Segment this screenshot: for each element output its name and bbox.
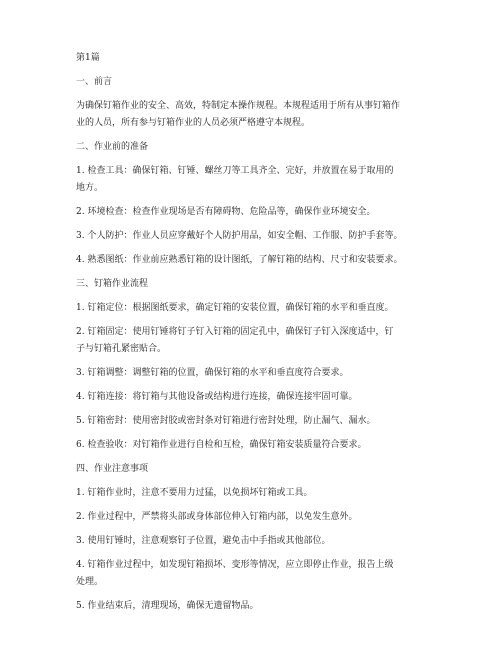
paragraph	[76, 365, 442, 382]
paragraph	[76, 598, 442, 615]
paragraph	[76, 324, 442, 358]
paragraph-line: 5. 作业结束后，清理现场，确保无遗留物品。	[76, 601, 259, 611]
paragraph	[76, 98, 442, 132]
paragraph-line: 6. 检查验收：对钉箱作业进行自检和互检，确保钉箱安装质量符合要求。	[76, 440, 367, 450]
paragraph-line: 2. 环境检查：检查作业现场是否有障碍物、危险品等，确保作业环境安全。	[76, 207, 376, 217]
paragraph-line: 地方。	[76, 183, 104, 193]
section-heading-text: 三、钉箱作业流程	[76, 279, 149, 289]
paragraph-line: 1. 检查工具：确保钉箱、钉锤、螺丝刀等工具齐全、完好，并放置在易于取用的	[76, 166, 394, 176]
paragraph	[76, 163, 442, 197]
paragraph-line: 为确保钉箱作业的安全、高效，特制定本操作规程。本规程适用于所有从事钉箱作	[76, 101, 401, 111]
paragraph	[76, 228, 442, 245]
paragraph	[76, 252, 442, 269]
paragraph	[76, 533, 442, 550]
section-heading	[76, 74, 442, 91]
paragraph	[76, 300, 442, 317]
paragraph	[76, 485, 442, 502]
section-heading-text: 一、前言	[76, 77, 113, 87]
paragraph-line: 4. 钉箱作业过程中，如发现钉箱损坏、变形等情况，应立即停止作业，报告上级	[76, 560, 394, 570]
paragraph	[76, 204, 442, 221]
paragraph-line: 3. 钉箱调整：调整钉箱的位置，确保钉箱的水平和垂直度符合要求。	[76, 368, 349, 378]
paragraph-line: 业的人员，所有参与钉箱作业的人员必须严格遵守本规程。	[76, 118, 311, 128]
section-heading	[76, 139, 442, 156]
paragraph	[76, 389, 442, 406]
paragraph-line: 4. 熟悉图纸：作业前应熟悉钉箱的设计图纸，了解钉箱的结构、尺寸和安装要求。	[76, 255, 403, 265]
chapter-title: 第1篇	[76, 53, 100, 63]
paragraph-line: 处理。	[76, 577, 104, 587]
paragraph-line: 1. 钉箱作业时，注意不要用力过猛，以免损坏钉箱或工具。	[76, 488, 313, 498]
paragraph	[76, 557, 442, 591]
paragraph	[76, 437, 442, 454]
paragraph-line: 2. 作业过程中，严禁将头部或身体部位伸入钉箱内部，以免发生意外。	[76, 512, 358, 522]
section-heading	[76, 461, 442, 478]
paragraph-line: 3. 使用钉锤时，注意观察钉子位置，避免击中手指或其他部位。	[76, 536, 331, 546]
paragraph-line: 5. 钉箱密封：使用密封胶或密封条对钉箱进行密封处理，防止漏气、漏水。	[76, 416, 376, 426]
paragraph-line: 子与钉箱孔紧密贴合。	[76, 344, 167, 354]
paragraph	[76, 509, 442, 526]
section-heading-text: 二、作业前的准备	[76, 142, 149, 152]
paragraph	[76, 413, 442, 430]
section-heading	[76, 276, 442, 293]
section-heading-text: 四、作业注意事项	[76, 464, 149, 474]
paragraph-line: 3. 个人防护：作业人员应穿戴好个人防护用品，如安全帽、工作服、防护手套等。	[76, 231, 403, 241]
paragraph-line: 2. 钉箱固定：使用钉锤将钉子钉入钉箱的固定孔中，确保钉子钉入深度适中，钉	[76, 327, 394, 337]
paragraph-line: 4. 钉箱连接：将钉箱与其他设备或结构进行连接，确保连接牢固可靠。	[76, 392, 358, 402]
document-body	[76, 74, 442, 615]
paragraph-line: 1. 钉箱定位：根据图纸要求，确定钉箱的安装位置，确保钉箱的水平和垂直度。	[76, 303, 394, 313]
